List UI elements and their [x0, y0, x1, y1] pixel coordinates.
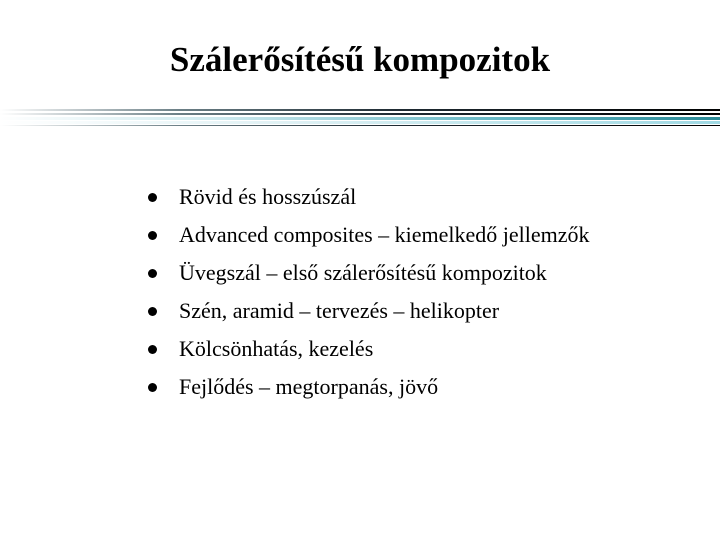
- bullet-item: [148, 330, 590, 368]
- bullet-dot-icon: [148, 231, 157, 240]
- bullet-item: [148, 216, 590, 254]
- bullet-item: [148, 178, 590, 216]
- divider-line-5: [0, 125, 720, 126]
- bullet-item: [148, 368, 590, 406]
- bullet-dot-icon: [148, 269, 157, 278]
- bullet-dot-icon: [148, 307, 157, 316]
- slide-title: Szálerősítésű kompozitok: [169, 40, 551, 79]
- bullet-list: [148, 178, 590, 406]
- title-divider: [0, 108, 720, 128]
- bullet-text: Üvegszál – első szálerősítésű kompozitok: [179, 260, 547, 285]
- bullet-dot-icon: [148, 345, 157, 354]
- bullet-item: [148, 292, 590, 330]
- bullet-text: Szén, aramid – tervezés – helikopter: [179, 298, 500, 323]
- divider-line-1: [0, 109, 720, 111]
- bullet-dot-icon: [148, 383, 157, 392]
- divider-line-3: [0, 117, 720, 120]
- bullet-text: Advanced composites – kiemelkedő jellemzők: [179, 222, 590, 247]
- bullet-text: Fejlődés – megtorpanás, jövő: [179, 374, 439, 399]
- bullet-dot-icon: [148, 193, 157, 202]
- bullet-text: Rövid és hosszúszál: [179, 184, 357, 209]
- bullet-text: Kölcsönhatás, kezelés: [179, 336, 374, 361]
- divider-line-2: [0, 113, 720, 115]
- bullet-item: [148, 254, 590, 292]
- divider-line-4: [0, 121, 720, 124]
